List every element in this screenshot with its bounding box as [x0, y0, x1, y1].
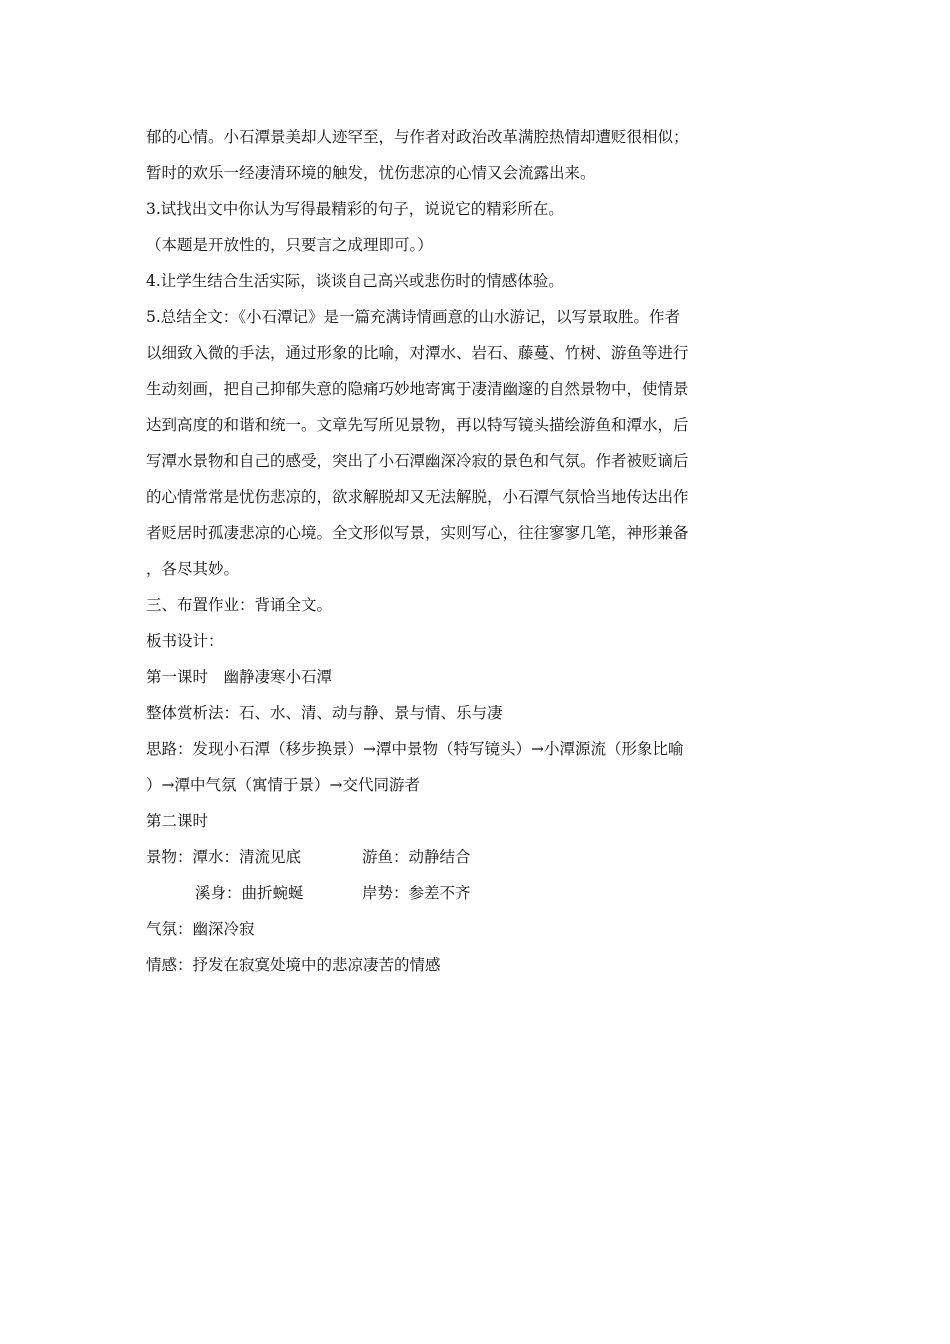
- board-scenery-fish: 游鱼：动静结合: [362, 848, 471, 866]
- board-emotion: 情感：抒发在寂寞处境中的悲凉凄苦的情感: [146, 956, 441, 974]
- board-atmosphere: 气氛：幽深冷寂: [146, 920, 255, 938]
- text-line: ，各尽其妙。: [146, 560, 240, 578]
- board-scenery-water: 景物：潭水：清流见底: [146, 848, 302, 866]
- text-line: 3.试找出文中你认为写得最精彩的句子，说说它的精彩所在。: [146, 200, 564, 218]
- board-design-heading: 板书设计：: [146, 632, 224, 650]
- text-line: 整体赏析法：石、水、清、动与静、景与情、乐与凄: [146, 704, 503, 722]
- text-line: 以细致入微的手法，通过形象的比喻，对潭水、岩石、藤蔓、竹树、游鱼等进行: [146, 344, 689, 362]
- board-scenery-bank: 岸势：参差不齐: [362, 884, 471, 902]
- text-line: 者贬居时孤凄悲凉的心境。全文形似写景，实则写心，往往寥寥几笔，神形兼备: [146, 524, 689, 542]
- lesson-one-title: 第一课时 幽静凄寒小石潭: [146, 668, 333, 686]
- text-line: （本题是开放性的，只要言之成理即可。）: [146, 236, 433, 254]
- board-scenery-stream: 溪身：曲折蜿蜒: [195, 884, 304, 902]
- text-line: 暂时的欢乐一经凄清环境的触发，忧伤悲凉的心情又会流露出来。: [146, 164, 596, 182]
- lesson-two-title: 第二课时: [146, 812, 209, 830]
- text-line: 4.让学生结合生活实际，谈谈自己高兴或悲伤时的情感体验。: [146, 272, 564, 290]
- text-line: 5.总结全文：《小石潭记》是一篇充满诗情画意的山水游记，以写景取胜。作者: [146, 308, 681, 326]
- text-line: ）→潭中气氛（寓情于景）→交代同游者: [146, 776, 420, 794]
- text-line: 写潭水景物和自己的感受，突出了小石潭幽深冷寂的景色和气氛。作者被贬谪后: [146, 452, 689, 470]
- text-line: 郁的心情。小石潭景美却人迹罕至，与作者对政治改革满腔热情却遭贬很相似；: [146, 128, 689, 146]
- text-line: 生动刻画，把自己抑郁失意的隐痛巧妙地寄寓于凄清幽邃的自然景物中，使情景: [146, 380, 689, 398]
- assignment-heading: 三、布置作业：背诵全文。: [146, 596, 333, 614]
- text-line: 思路：发现小石潭（移步换景）→潭中景物（特写镜头）→小潭源流（形象比喻: [146, 740, 684, 758]
- text-line: 达到高度的和谐和统一。文章先写所见景物，再以特写镜头描绘游鱼和潭水，后: [146, 416, 689, 434]
- text-line: 的心情常常是忧伤悲凉的，欲求解脱却又无法解脱，小石潭气氛恰当地传达出作: [146, 488, 689, 506]
